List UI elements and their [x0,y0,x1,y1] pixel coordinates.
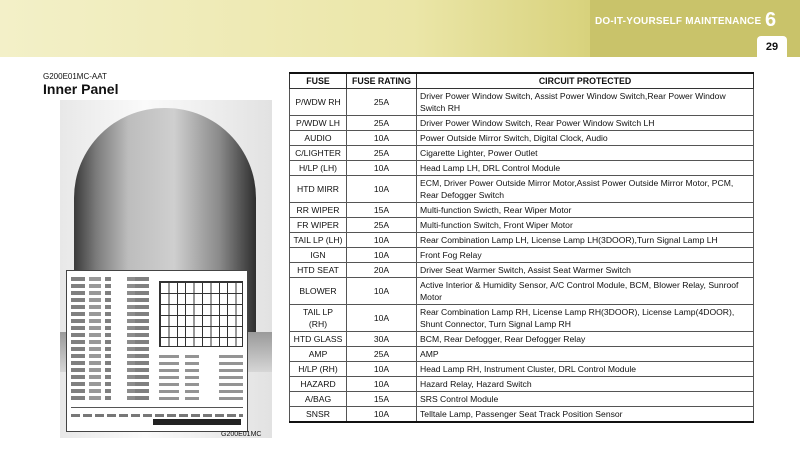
header-gradient [0,0,590,57]
table-row [290,175,754,202]
fuse-rating: 10A [347,406,417,422]
fuse-table [289,72,754,423]
table-row [290,262,754,277]
table-row [290,145,754,160]
label-fuse-list [71,277,153,403]
fuse-name: HTD SEAT [290,262,347,277]
fuse-name: RR WIPER [290,202,347,217]
label-relay-list [159,355,243,404]
fuse-rating: 10A [347,160,417,175]
fuse-rating: 25A [347,115,417,130]
circuit-protected: Rear Combination Lamp LH, License Lamp LH(3DOOR),Turn Signal Lamp LH [417,232,754,247]
table-row [290,160,754,175]
circuit-protected: Telltale Lamp, Passenger Seat Track Position Sensor [417,406,754,422]
fuse-rating: 10A [347,130,417,145]
fuse-rating: 10A [347,277,417,304]
circuit-protected: Multi-function Switch, Front Wiper Motor [417,217,754,232]
fuse-rating: 10A [347,361,417,376]
circuit-protected: AMP [417,346,754,361]
circuit-protected: Power Outside Mirror Switch, Digital Clock, Audio [417,130,754,145]
table-row [290,331,754,346]
fuse-label-sheet [66,270,248,432]
circuit-protected: BCM, Rear Defogger, Rear Defogger Relay [417,331,754,346]
table-row [290,115,754,130]
fuse-rating: 10A [347,175,417,202]
table-row [290,202,754,217]
fuse-rating: 25A [347,217,417,232]
fuse-table-body [290,88,754,422]
circuit-protected: Head Lamp RH, Instrument Cluster, DRL Control Module [417,361,754,376]
label-footer [71,407,243,429]
circuit-protected: Active Interior & Humidity Sensor, A/C Control Module, BCM, Blower Relay, Sunroof Motor [417,277,754,304]
chapter-number: 6 [765,9,777,31]
header-circuit-protected: CIRCUIT PROTECTED [417,73,754,88]
table-row [290,361,754,376]
table-row [290,346,754,361]
label-fuse-grid [159,281,243,347]
header-band [0,0,800,57]
header-fuse: FUSE [290,73,347,88]
table-row [290,304,754,331]
header-fuse-rating: FUSE RATING [347,73,417,88]
image-caption: G200E01MC [221,431,262,438]
chapter-section-title: DO-IT-YOURSELF MAINTENANCE [595,16,762,27]
fuse-rating: 10A [347,304,417,331]
circuit-protected: ECM, Driver Power Outside Mirror Motor,Assist Power Outside Mirror Motor, PCM, Rear Defogger Switch [417,175,754,202]
fuse-name: P/WDW RH [290,88,347,115]
fuse-rating: 10A [347,376,417,391]
fuse-rating: 25A [347,346,417,361]
page-number: 29 [757,36,787,58]
fuse-name: HAZARD [290,376,347,391]
circuit-protected: Multi-function Swicth, Rear Wiper Motor [417,202,754,217]
table-row [290,406,754,422]
fuse-name: HTD GLASS [290,331,347,346]
fuse-name: P/WDW LH [290,115,347,130]
fuse-rating: 15A [347,391,417,406]
circuit-protected: SRS Control Module [417,391,754,406]
table-row [290,88,754,115]
circuit-protected: Front Fog Relay [417,247,754,262]
fuse-name: H/LP (RH) [290,361,347,376]
fuse-name: SNSR [290,406,347,422]
circuit-protected: Driver Seat Warmer Switch, Assist Seat Warmer Switch [417,262,754,277]
circuit-protected: Hazard Relay, Hazard Switch [417,376,754,391]
circuit-protected: Head Lamp LH, DRL Control Module [417,160,754,175]
fuse-name: IGN [290,247,347,262]
table-row [290,130,754,145]
fuse-name: AUDIO [290,130,347,145]
table-row [290,391,754,406]
table-row [290,217,754,232]
fuse-name: TAIL LP (RH) [290,304,347,331]
fuse-name: A/BAG [290,391,347,406]
label-footer-bar [153,419,241,425]
fuse-rating: 20A [347,262,417,277]
circuit-protected: Driver Power Window Switch, Assist Power Window Switch,Rear Power Window Switch RH [417,88,754,115]
table-header-row [290,73,754,88]
table-row [290,247,754,262]
table-row [290,232,754,247]
fuse-name: HTD MIRR [290,175,347,202]
reference-code: G200E01MC-AAT [43,72,107,81]
section-title: Inner Panel [43,81,119,97]
fuse-rating: 15A [347,202,417,217]
circuit-protected: Rear Combination Lamp RH, License Lamp RH(3DOOR), License Lamp(4DOOR), Shunt Connector, Turn Signal Lamp RH [417,304,754,331]
fuse-panel-photo [60,100,272,438]
fuse-rating: 25A [347,145,417,160]
fuse-name: AMP [290,346,347,361]
fuse-rating: 10A [347,247,417,262]
fuse-rating: 25A [347,88,417,115]
fuse-name: TAIL LP (LH) [290,232,347,247]
circuit-protected: Driver Power Window Switch, Rear Power Window Switch LH [417,115,754,130]
fuse-rating: 10A [347,232,417,247]
fuse-name: FR WIPER [290,217,347,232]
circuit-protected: Cigarette Lighter, Power Outlet [417,145,754,160]
table-row [290,277,754,304]
fuse-name: BLOWER [290,277,347,304]
table-row [290,376,754,391]
fuse-name: C/LIGHTER [290,145,347,160]
fuse-rating: 30A [347,331,417,346]
fuse-name: H/LP (LH) [290,160,347,175]
